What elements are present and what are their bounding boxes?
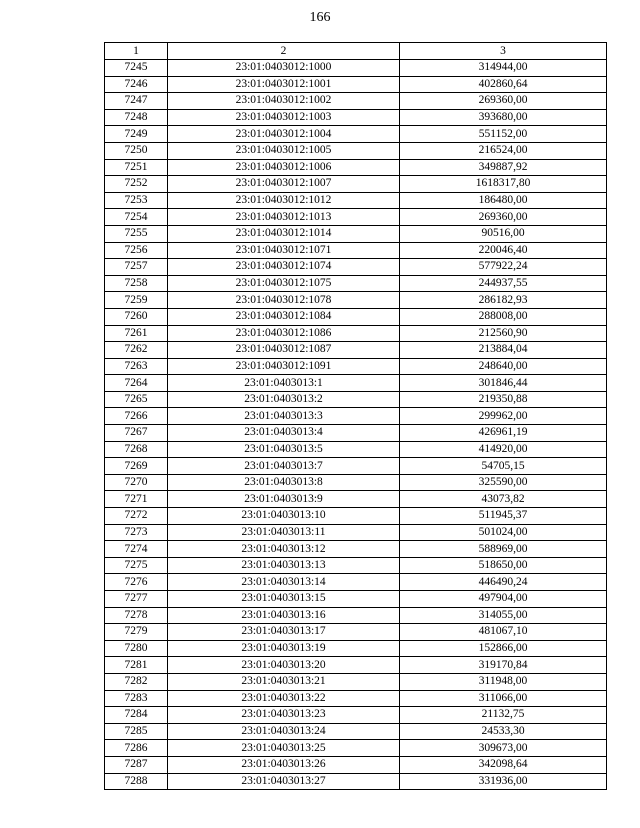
value-cell: 325590,00 bbox=[400, 474, 607, 491]
value-cell: 446490,24 bbox=[400, 574, 607, 591]
row-number-cell: 7288 bbox=[105, 773, 168, 790]
cadastral-number-cell: 23:01:0403013:25 bbox=[168, 740, 400, 757]
row-number-cell: 7287 bbox=[105, 756, 168, 773]
cadastral-number-cell: 23:01:0403012:1091 bbox=[168, 358, 400, 375]
cadastral-number-cell: 23:01:0403013:8 bbox=[168, 474, 400, 491]
row-number-cell: 7253 bbox=[105, 192, 168, 209]
value-cell: 414920,00 bbox=[400, 441, 607, 458]
value-cell: 269360,00 bbox=[400, 209, 607, 226]
table-row bbox=[105, 574, 607, 591]
cadastral-number-cell: 23:01:0403013:3 bbox=[168, 408, 400, 425]
column-header-2: 2 bbox=[168, 43, 400, 60]
value-cell: 349887,92 bbox=[400, 159, 607, 176]
cadastral-number-cell: 23:01:0403013:9 bbox=[168, 491, 400, 508]
value-cell: 331936,00 bbox=[400, 773, 607, 790]
cadastral-number-cell: 23:01:0403012:1012 bbox=[168, 192, 400, 209]
value-cell: 286182,93 bbox=[400, 292, 607, 309]
cadastral-number-cell: 23:01:0403013:16 bbox=[168, 607, 400, 624]
value-cell: 54705,15 bbox=[400, 458, 607, 475]
row-number-cell: 7258 bbox=[105, 275, 168, 292]
cadastral-number-cell: 23:01:0403013:23 bbox=[168, 707, 400, 724]
cadastral-number-cell: 23:01:0403013:20 bbox=[168, 657, 400, 674]
table-row bbox=[105, 259, 607, 276]
cadastral-number-cell: 23:01:0403012:1006 bbox=[168, 159, 400, 176]
value-cell: 314944,00 bbox=[400, 60, 607, 77]
cadastral-number-cell: 23:01:0403013:11 bbox=[168, 524, 400, 541]
row-number-cell: 7273 bbox=[105, 524, 168, 541]
table-row bbox=[105, 308, 607, 325]
row-number-cell: 7275 bbox=[105, 557, 168, 574]
registry-table bbox=[104, 42, 607, 790]
row-number-cell: 7250 bbox=[105, 142, 168, 159]
value-cell: 314055,00 bbox=[400, 607, 607, 624]
row-number-cell: 7286 bbox=[105, 740, 168, 757]
cadastral-number-cell: 23:01:0403013:21 bbox=[168, 673, 400, 690]
table-header-row bbox=[105, 43, 607, 60]
row-number-cell: 7266 bbox=[105, 408, 168, 425]
value-cell: 501024,00 bbox=[400, 524, 607, 541]
row-number-cell: 7263 bbox=[105, 358, 168, 375]
row-number-cell: 7259 bbox=[105, 292, 168, 309]
value-cell: 244937,55 bbox=[400, 275, 607, 292]
row-number-cell: 7256 bbox=[105, 242, 168, 259]
row-number-cell: 7254 bbox=[105, 209, 168, 226]
table-row bbox=[105, 292, 607, 309]
cadastral-number-cell: 23:01:0403013:14 bbox=[168, 574, 400, 591]
value-cell: 402860,64 bbox=[400, 76, 607, 93]
table-row bbox=[105, 557, 607, 574]
table-row bbox=[105, 673, 607, 690]
column-header-3: 3 bbox=[400, 43, 607, 60]
row-number-cell: 7269 bbox=[105, 458, 168, 475]
table-row bbox=[105, 756, 607, 773]
table-row bbox=[105, 225, 607, 242]
row-number-cell: 7270 bbox=[105, 474, 168, 491]
value-cell: 288008,00 bbox=[400, 308, 607, 325]
value-cell: 393680,00 bbox=[400, 109, 607, 126]
row-number-cell: 7248 bbox=[105, 109, 168, 126]
row-number-cell: 7264 bbox=[105, 375, 168, 392]
cadastral-number-cell: 23:01:0403012:1002 bbox=[168, 93, 400, 110]
row-number-cell: 7252 bbox=[105, 176, 168, 193]
value-cell: 497904,00 bbox=[400, 591, 607, 608]
value-cell: 311066,00 bbox=[400, 690, 607, 707]
cadastral-number-cell: 23:01:0403012:1086 bbox=[168, 325, 400, 342]
value-cell: 152866,00 bbox=[400, 640, 607, 657]
cadastral-number-cell: 23:01:0403013:19 bbox=[168, 640, 400, 657]
row-number-cell: 7261 bbox=[105, 325, 168, 342]
cadastral-number-cell: 23:01:0403012:1003 bbox=[168, 109, 400, 126]
cadastral-number-cell: 23:01:0403012:1005 bbox=[168, 142, 400, 159]
row-number-cell: 7245 bbox=[105, 60, 168, 77]
table-row bbox=[105, 408, 607, 425]
cadastral-number-cell: 23:01:0403012:1001 bbox=[168, 76, 400, 93]
table-row bbox=[105, 209, 607, 226]
value-cell: 426961,19 bbox=[400, 425, 607, 442]
table-row bbox=[105, 441, 607, 458]
row-number-cell: 7282 bbox=[105, 673, 168, 690]
table-row bbox=[105, 508, 607, 525]
cadastral-number-cell: 23:01:0403012:1071 bbox=[168, 242, 400, 259]
value-cell: 90516,00 bbox=[400, 225, 607, 242]
cadastral-number-cell: 23:01:0403013:13 bbox=[168, 557, 400, 574]
table-row bbox=[105, 159, 607, 176]
cadastral-number-cell: 23:01:0403013:5 bbox=[168, 441, 400, 458]
table-row bbox=[105, 707, 607, 724]
table-row bbox=[105, 657, 607, 674]
cadastral-number-cell: 23:01:0403012:1014 bbox=[168, 225, 400, 242]
table-row bbox=[105, 176, 607, 193]
cadastral-number-cell: 23:01:0403012:1087 bbox=[168, 342, 400, 359]
table-row bbox=[105, 773, 607, 790]
table-row bbox=[105, 541, 607, 558]
row-number-cell: 7257 bbox=[105, 259, 168, 276]
row-number-cell: 7260 bbox=[105, 308, 168, 325]
table-row bbox=[105, 591, 607, 608]
row-number-cell: 7274 bbox=[105, 541, 168, 558]
row-number-cell: 7284 bbox=[105, 707, 168, 724]
table-row bbox=[105, 192, 607, 209]
row-number-cell: 7278 bbox=[105, 607, 168, 624]
column-header-1: 1 bbox=[105, 43, 168, 60]
value-cell: 212560,90 bbox=[400, 325, 607, 342]
table-row bbox=[105, 607, 607, 624]
value-cell: 511945,37 bbox=[400, 508, 607, 525]
value-cell: 216524,00 bbox=[400, 142, 607, 159]
value-cell: 269360,00 bbox=[400, 93, 607, 110]
cadastral-number-cell: 23:01:0403013:12 bbox=[168, 541, 400, 558]
value-cell: 24533,30 bbox=[400, 723, 607, 740]
cadastral-number-cell: 23:01:0403012:1074 bbox=[168, 259, 400, 276]
value-cell: 186480,00 bbox=[400, 192, 607, 209]
value-cell: 588969,00 bbox=[400, 541, 607, 558]
table-row bbox=[105, 76, 607, 93]
row-number-cell: 7267 bbox=[105, 425, 168, 442]
row-number-cell: 7247 bbox=[105, 93, 168, 110]
page-number: 166 bbox=[309, 10, 331, 25]
table-row bbox=[105, 425, 607, 442]
row-number-cell: 7285 bbox=[105, 723, 168, 740]
cadastral-number-cell: 23:01:0403013:22 bbox=[168, 690, 400, 707]
row-number-cell: 7262 bbox=[105, 342, 168, 359]
value-cell: 220046,40 bbox=[400, 242, 607, 259]
row-number-cell: 7255 bbox=[105, 225, 168, 242]
row-number-cell: 7279 bbox=[105, 624, 168, 641]
row-number-cell: 7277 bbox=[105, 591, 168, 608]
value-cell: 311948,00 bbox=[400, 673, 607, 690]
table-row bbox=[105, 391, 607, 408]
row-number-cell: 7249 bbox=[105, 126, 168, 143]
row-number-cell: 7276 bbox=[105, 574, 168, 591]
row-number-cell: 7265 bbox=[105, 391, 168, 408]
cadastral-number-cell: 23:01:0403012:1084 bbox=[168, 308, 400, 325]
row-number-cell: 7272 bbox=[105, 508, 168, 525]
value-cell: 219350,88 bbox=[400, 391, 607, 408]
cadastral-number-cell: 23:01:0403013:7 bbox=[168, 458, 400, 475]
value-cell: 21132,75 bbox=[400, 707, 607, 724]
table-row bbox=[105, 325, 607, 342]
cadastral-number-cell: 23:01:0403012:1013 bbox=[168, 209, 400, 226]
cadastral-number-cell: 23:01:0403012:1004 bbox=[168, 126, 400, 143]
value-cell: 248640,00 bbox=[400, 358, 607, 375]
table-row bbox=[105, 458, 607, 475]
row-number-cell: 7268 bbox=[105, 441, 168, 458]
cadastral-number-cell: 23:01:0403012:1075 bbox=[168, 275, 400, 292]
table-row bbox=[105, 690, 607, 707]
value-cell: 1618317,80 bbox=[400, 176, 607, 193]
table-row bbox=[105, 93, 607, 110]
table-row bbox=[105, 474, 607, 491]
row-number-cell: 7281 bbox=[105, 657, 168, 674]
row-number-cell: 7280 bbox=[105, 640, 168, 657]
value-cell: 551152,00 bbox=[400, 126, 607, 143]
row-number-cell: 7251 bbox=[105, 159, 168, 176]
cadastral-number-cell: 23:01:0403012:1078 bbox=[168, 292, 400, 309]
value-cell: 319170,84 bbox=[400, 657, 607, 674]
cadastral-number-cell: 23:01:0403013:27 bbox=[168, 773, 400, 790]
value-cell: 309673,00 bbox=[400, 740, 607, 757]
value-cell: 43073,82 bbox=[400, 491, 607, 508]
table-row bbox=[105, 60, 607, 77]
table-row bbox=[105, 126, 607, 143]
value-cell: 481067,10 bbox=[400, 624, 607, 641]
value-cell: 342098,64 bbox=[400, 756, 607, 773]
value-cell: 518650,00 bbox=[400, 557, 607, 574]
cadastral-number-cell: 23:01:0403013:17 bbox=[168, 624, 400, 641]
table-row bbox=[105, 142, 607, 159]
value-cell: 213884,04 bbox=[400, 342, 607, 359]
cadastral-number-cell: 23:01:0403013:26 bbox=[168, 756, 400, 773]
value-cell: 577922,24 bbox=[400, 259, 607, 276]
table-row bbox=[105, 358, 607, 375]
table-row bbox=[105, 242, 607, 259]
cadastral-number-cell: 23:01:0403013:10 bbox=[168, 508, 400, 525]
value-cell: 301846,44 bbox=[400, 375, 607, 392]
row-number-cell: 7246 bbox=[105, 76, 168, 93]
cadastral-number-cell: 23:01:0403012:1007 bbox=[168, 176, 400, 193]
table-row bbox=[105, 524, 607, 541]
cadastral-number-cell: 23:01:0403012:1000 bbox=[168, 60, 400, 77]
cadastral-number-cell: 23:01:0403013:4 bbox=[168, 425, 400, 442]
table-body bbox=[105, 60, 607, 790]
value-cell: 299962,00 bbox=[400, 408, 607, 425]
table-row bbox=[105, 723, 607, 740]
table-row bbox=[105, 491, 607, 508]
table-row bbox=[105, 624, 607, 641]
table-row bbox=[105, 275, 607, 292]
row-number-cell: 7283 bbox=[105, 690, 168, 707]
cadastral-number-cell: 23:01:0403013:24 bbox=[168, 723, 400, 740]
table-row bbox=[105, 109, 607, 126]
cadastral-number-cell: 23:01:0403013:15 bbox=[168, 591, 400, 608]
cadastral-number-cell: 23:01:0403013:2 bbox=[168, 391, 400, 408]
table-row bbox=[105, 342, 607, 359]
table-row bbox=[105, 640, 607, 657]
row-number-cell: 7271 bbox=[105, 491, 168, 508]
table-row bbox=[105, 740, 607, 757]
table-row bbox=[105, 375, 607, 392]
cadastral-number-cell: 23:01:0403013:1 bbox=[168, 375, 400, 392]
